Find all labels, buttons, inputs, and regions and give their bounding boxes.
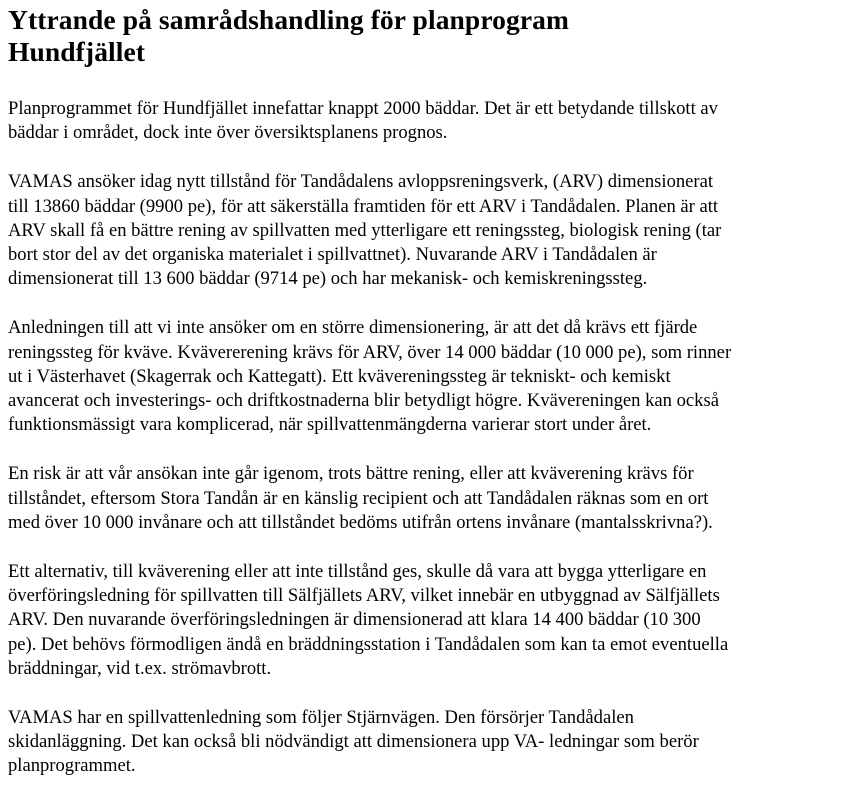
text-line: bräddningar, vid t.ex. strömavbrott.	[8, 657, 272, 679]
text-line: Planprogrammet för Hundfjället innefattar knappt 2000 bäddar. Det är ett betydande tillskott av	[8, 98, 718, 119]
paragraph-sewer-line	[8, 706, 838, 779]
text-line: bäddar i området, dock inte över översiktsplanens prognos.	[8, 122, 448, 144]
title-line: Yttrande på samrådshandling för planprogram	[8, 4, 570, 35]
text-line: avancerat och investerings- och driftkostnaderna blir betydligt högre. Kvävereningen kan också	[8, 390, 719, 412]
text-line: Ett alternativ, till kväverening eller att inte tillstånd ges, skulle då vara att bygga ytterligare en	[8, 561, 707, 583]
paragraph-nitrogen-stage	[8, 316, 838, 437]
text-line: planprogrammet.	[8, 755, 136, 777]
text-line: funktionsmässigt vara komplicerad, när spillvattenmängderna varierar stort under året.	[8, 414, 652, 436]
document-body	[8, 97, 838, 779]
text-line: ARV skall få en bättre rening av spillvatten med ytterligare ett reningssteg, biologisk rening (tar	[8, 219, 722, 241]
paragraph-permit-application	[8, 170, 838, 291]
text-line: med över 10 000 invånare och att tillståndet bedöms utifrån ortens invånare (mantalsskrivna?).	[8, 511, 713, 533]
text-line: ARV. Den nuvarande överföringsledningen är dimensionerad att klara 14 400 bäddar (10 300	[8, 609, 701, 631]
text-line: Anledningen till att vi inte ansöker om en större dimensionering, är att det då krävs ett fjärde	[8, 317, 698, 339]
paragraph-alternative	[8, 560, 838, 681]
document-page	[8, 4, 838, 779]
text-line: VAMAS ansöker idag nytt tillstånd för Tandådalens avloppsreningsverk, (ARV) dimensionerat	[8, 171, 714, 193]
text-line: skidanläggning. Det kan också bli nödvändigt att dimensionera upp VA- ledningar som berör	[8, 731, 699, 753]
text-line: överföringsledning för spillvatten till Sälfjällets ARV, vilket innebär en utbyggnad av Sälfjällets	[8, 585, 720, 607]
paragraph-risk	[8, 462, 838, 535]
text-line: ut i Västerhavet (Skagerrak och Kattegatt). Ett kvävereningssteg är tekniskt- och kemiskt	[8, 365, 671, 387]
text-line: till 13860 bäddar (9900 pe), för att säkerställa framtiden för ett ARV i Tandådalen. Planen är att	[8, 195, 719, 217]
text-line: pe). Det behövs förmodligen ändå en bräddningsstation i Tandådalen som kan ta emot eventuella	[8, 633, 729, 655]
text-line: tillståndet, eftersom Stora Tandån är en känslig recipient och att Tandådalen räknas som en ort	[8, 487, 709, 509]
document-title	[8, 4, 838, 68]
text-line: bort stor del av det organiska materialet i spillvattnet). Nuvarande ARV i Tandådalen är	[8, 244, 657, 266]
text-line: En risk är att vår ansökan inte går igenom, trots bättre rening, eller att kväverening krävs för	[8, 463, 694, 485]
text-line: dimensionerat till 13 600 bäddar (9714 pe) och har mekanisk- och kemiskreningssteg.	[8, 268, 648, 290]
paragraph-bed-count	[8, 97, 838, 145]
title-line: Hundfjället	[8, 36, 146, 67]
text-line: VAMAS har en spillvattenledning som följer Stjärnvägen. Den försörjer Tandådalen	[8, 707, 634, 729]
text-line: reningssteg för kväve. Kvävererening krävs för ARV, över 14 000 bäddar (10 000 pe), som rinner	[8, 341, 732, 363]
